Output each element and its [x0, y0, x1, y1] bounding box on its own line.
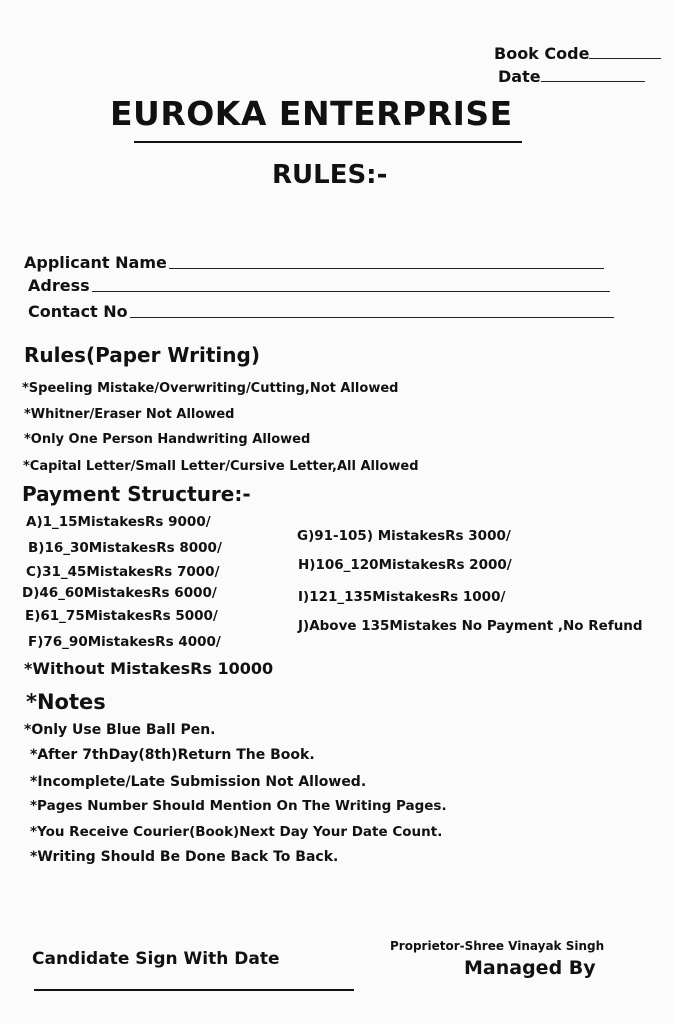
- paper-rules-heading: Rules(Paper Writing): [24, 343, 260, 367]
- without-mistakes-line: *Without MistakesRs 10000: [24, 659, 274, 678]
- contact-no-line: [130, 317, 614, 318]
- date-line: [541, 81, 645, 82]
- paper-rule-item: *Only One Person Handwriting Allowed: [24, 432, 311, 447]
- payment-item: H)106_120MistakesRs 2000/: [298, 557, 512, 573]
- payment-item: A)1_15MistakesRs 9000/: [26, 514, 211, 530]
- title-underline: [134, 141, 522, 143]
- contact-no-label: Contact No: [28, 302, 128, 321]
- address-label: Adress: [28, 276, 90, 295]
- paper-rule-item: *Speeling Mistake/Overwriting/Cutting,Not Allowed: [22, 381, 399, 396]
- book-code-label: Book Code: [494, 44, 590, 63]
- paper-rule-item: *Whitner/Eraser Not Allowed: [24, 407, 235, 422]
- note-item: *Only Use Blue Ball Pen.: [24, 722, 216, 738]
- applicant-name-line: [169, 268, 604, 269]
- payment-item: B)16_30MistakesRs 8000/: [28, 540, 222, 556]
- note-item: *Pages Number Should Mention On The Writing Pages.: [30, 798, 447, 814]
- payment-item: F)76_90MistakesRs 4000/: [28, 634, 221, 650]
- proprietor-label: Proprietor-Shree Vinayak Singh: [390, 939, 605, 953]
- contact-no-field: [28, 302, 614, 321]
- note-item: *After 7thDay(8th)Return The Book.: [30, 747, 315, 763]
- candidate-sign-line: [34, 989, 354, 991]
- applicant-name-field: [24, 253, 604, 272]
- payment-item: D)46_60MistakesRs 6000/: [22, 585, 217, 601]
- date-field: [498, 67, 645, 86]
- paper-rule-item: *Capital Letter/Small Letter/Cursive Letter,All Allowed: [23, 459, 419, 474]
- payment-item: J)Above 135Mistakes No Payment ,No Refund: [298, 618, 643, 634]
- payment-item: E)61_75MistakesRs 5000/: [25, 608, 218, 624]
- payment-item: G)91-105) MistakesRs 3000/: [297, 528, 511, 544]
- address-field: [28, 276, 610, 295]
- rules-heading: RULES:-: [272, 160, 388, 190]
- applicant-name-label: Applicant Name: [24, 253, 167, 272]
- note-item: *You Receive Courier(Book)Next Day Your Date Count.: [30, 824, 443, 840]
- payment-heading: Payment Structure:-: [22, 482, 251, 506]
- book-code-line: [589, 58, 661, 59]
- payment-item: I)121_135MistakesRs 1000/: [298, 589, 506, 605]
- note-item: *Writing Should Be Done Back To Back.: [30, 849, 339, 865]
- managed-by-label: Managed By: [464, 957, 596, 979]
- date-label: Date: [498, 67, 541, 86]
- book-code-field: [494, 44, 661, 63]
- payment-item: C)31_45MistakesRs 7000/: [26, 564, 220, 580]
- notes-heading: *Notes: [26, 690, 106, 714]
- address-line: [92, 291, 610, 292]
- company-title: EUROKA ENTERPRISE: [110, 94, 513, 133]
- candidate-sign-label: Candidate Sign With Date: [32, 949, 280, 969]
- note-item: *Incomplete/Late Submission Not Allowed.: [30, 774, 367, 790]
